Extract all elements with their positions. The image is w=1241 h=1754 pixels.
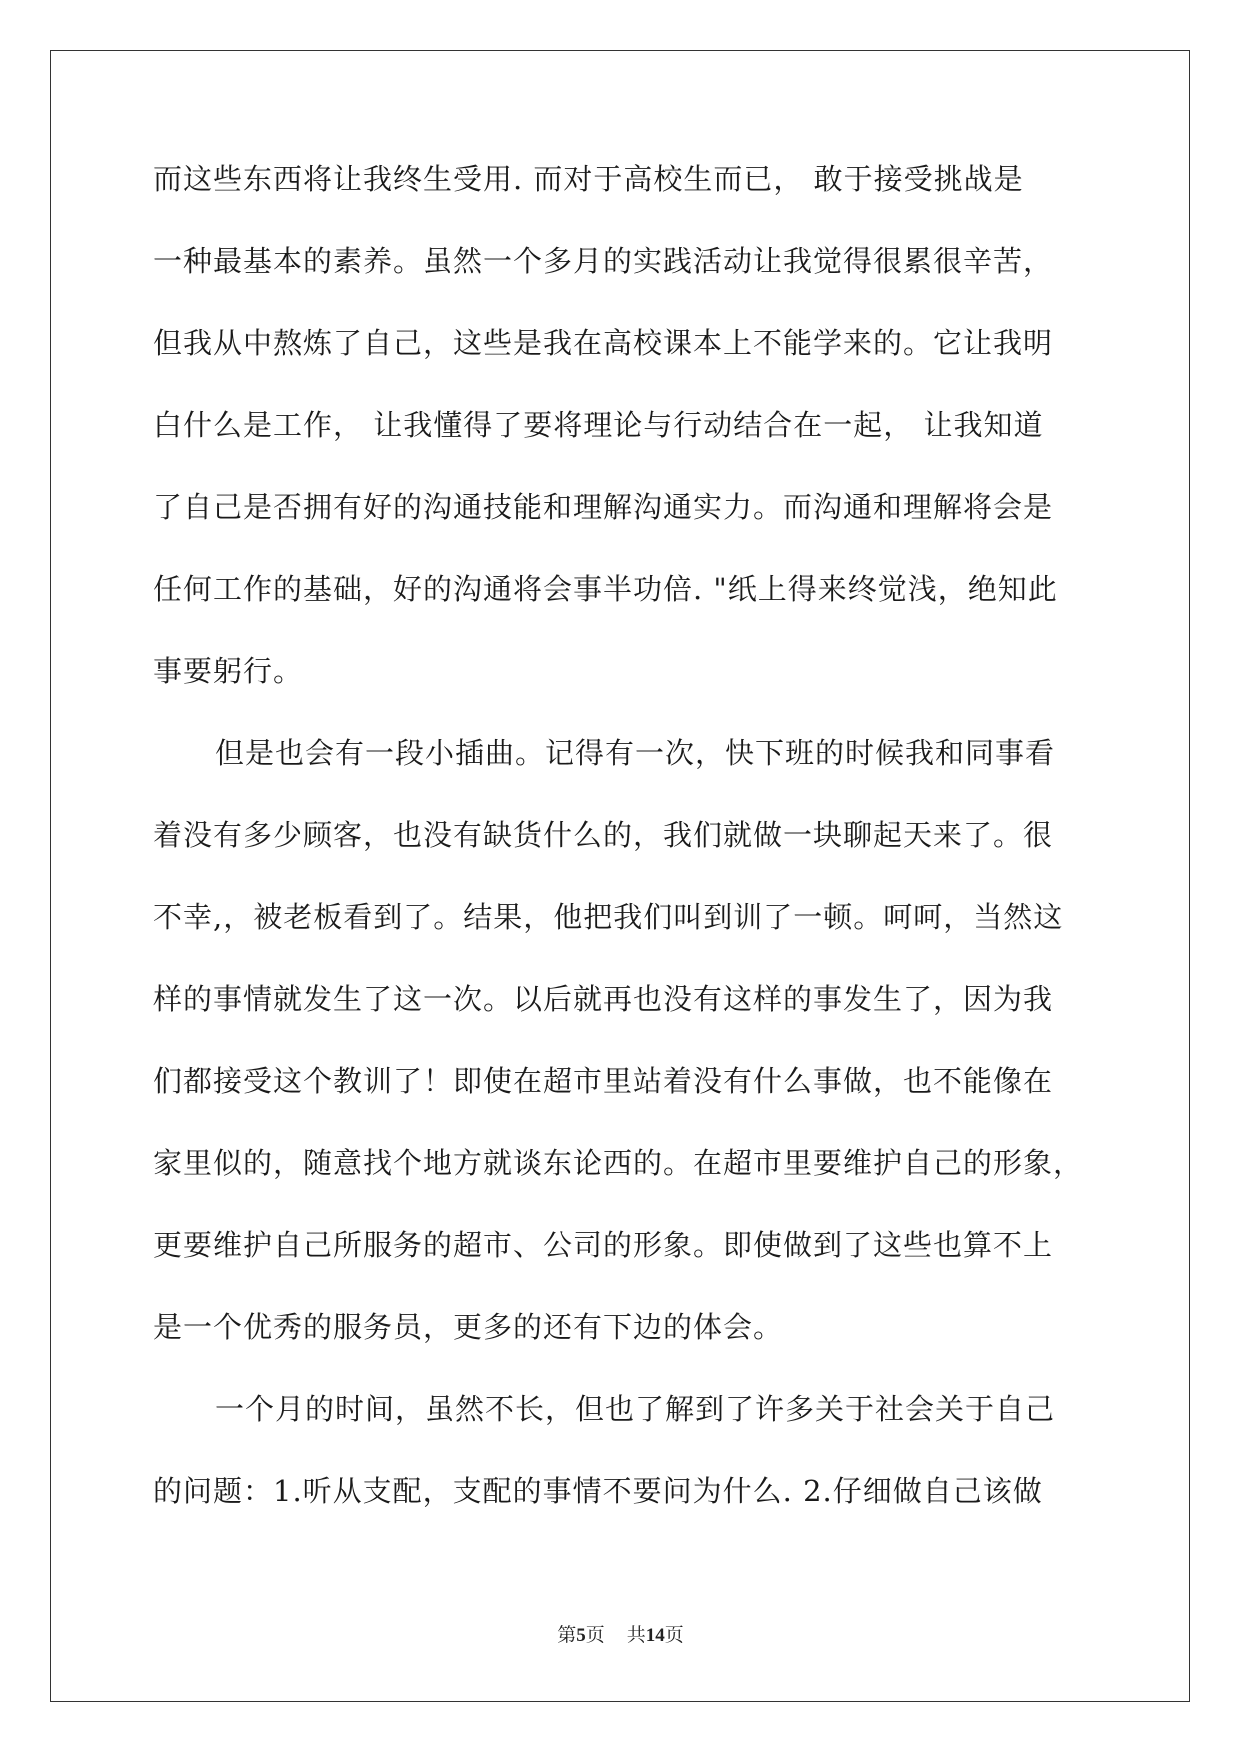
- text-line: 白什么是工作， 让我懂得了要将理论与行动结合在一起， 让我知道: [153, 408, 1044, 442]
- page-prefix: 第: [557, 1624, 577, 1646]
- text-line: 着没有多少顾客，也没有缺货什么的，我们就做一块聊起天来了。很: [153, 818, 1054, 852]
- paragraph-start-line: 一个月的时间，虽然不长，但也了解到了许多关于社会关于自己: [215, 1392, 1056, 1426]
- text-line: 任何工作的基础，好的沟通将会事半功倍. "纸上得来终觉浅，绝知此: [153, 572, 1058, 606]
- page-suffix: 页: [585, 1624, 605, 1646]
- text-line: 样的事情就发生了这一次。以后就再也没有这样的事发生了，因为我: [153, 982, 1054, 1016]
- total-pages: 14: [645, 1625, 665, 1646]
- paragraph-start-line: 但是也会有一段小插曲。记得有一次，快下班的时候我和同事看: [215, 736, 1056, 770]
- text-line: 一种最基本的素养。虽然一个多月的实践活动让我觉得很累很辛苦，: [153, 244, 1054, 278]
- text-line: 的问题：1.听从支配，支配的事情不要问为什么. 2.仔细做自己该做: [153, 1474, 1043, 1508]
- total-suffix: 页: [664, 1624, 684, 1646]
- text-line: 家里似的，随意找个地方就谈东论西的。在超市里要维护自己的形象，: [153, 1146, 1084, 1180]
- text-line: 更要维护自己所服务的超市、公司的形象。即使做到了这些也算不上: [153, 1228, 1054, 1262]
- total-prefix: 共: [626, 1624, 646, 1646]
- text-line: 但我从中熬炼了自己，这些是我在高校课本上不能学来的。它让我明: [153, 326, 1054, 360]
- page-number: 5: [576, 1625, 586, 1646]
- text-line: 事要躬行。: [153, 654, 304, 688]
- text-line: 是一个优秀的服务员，更多的还有下边的体会。: [153, 1310, 784, 1344]
- text-line: 而这些东西将让我终生受用. 而对于高校生而已， 敢于接受挑战是: [153, 162, 1024, 196]
- text-line: 不幸,，被老板看到了。结果，他把我们叫到训了一顿。呵呵，当然这: [153, 900, 1064, 934]
- page-footer: [0, 1620, 1241, 1647]
- document-body: [153, 162, 1093, 1556]
- text-line: 们都接受这个教训了！即使在超市里站着没有什么事做，也不能像在: [153, 1064, 1054, 1098]
- text-line: 了自己是否拥有好的沟通技能和理解沟通实力。而沟通和理解将会是: [153, 490, 1054, 524]
